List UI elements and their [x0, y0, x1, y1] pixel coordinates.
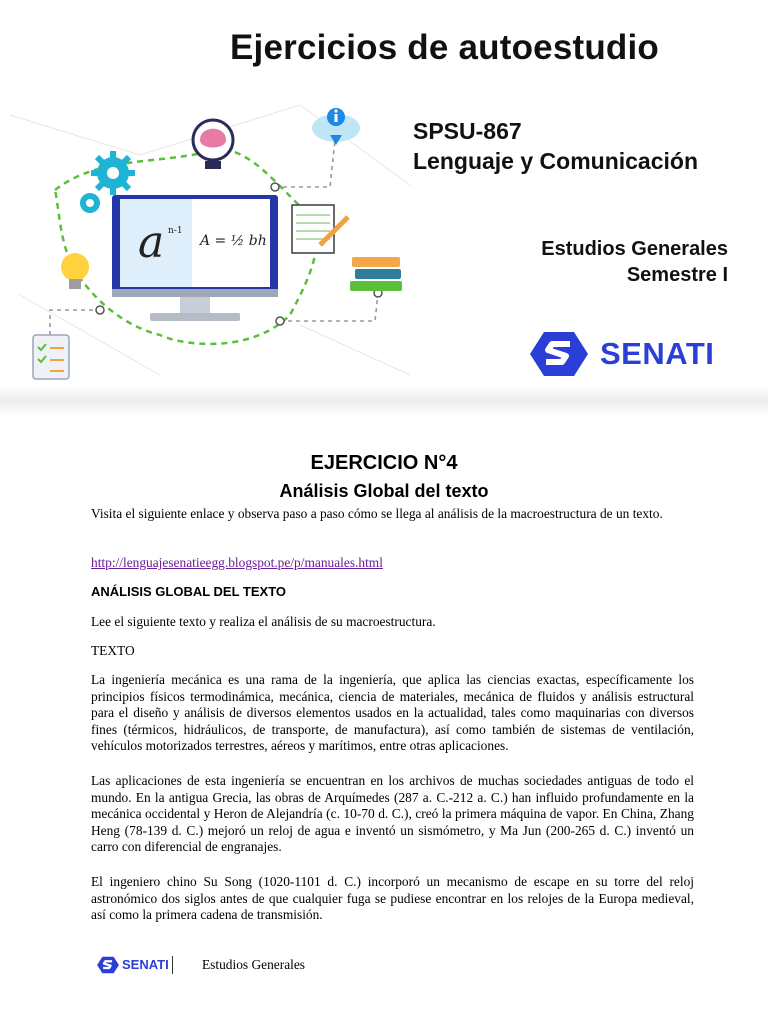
- footer-separator: [172, 956, 173, 974]
- cover-header: [0, 0, 768, 415]
- senati-logo-text: SENATI: [600, 336, 715, 371]
- semester-label: Semestre I: [626, 264, 728, 286]
- exercise-subtitle: Análisis Global del texto: [279, 481, 489, 501]
- body-paragraph: Las aplicaciones de esta ingeniería se encuentran en los archivos de muchas sociedades antiguas de todo el mundo. En la antigua Grecia, las obras de Arquímedes (287 a. C.-212 a. C.) han influido profundamente en la mecánica occidental y Heron de Alejandría (c. 10-70 d. C.), creó la primera máquina de vapor. En China, Zhang Heng (78-139 d. C.) mejoró un reloj de agua e inventó un sismómetro, y Ma Jun (200-265 d. C.) inventó un carro con diferencial de engranajes.: [91, 773, 694, 855]
- footer-text: Estudios Generales: [202, 957, 306, 972]
- education-illustration: [0, 95, 420, 395]
- course-name: Lenguaje y Comunicación: [413, 148, 698, 174]
- footer-brand: SENATI: [122, 957, 169, 972]
- body-paragraph: El ingeniero chino Su Song (1020-1101 d. C.) incorporó un mecanismo de escape en su torre del reloj astronómico dos siglos antes de que cualquier fuga se pudiese encontrar en los relojes de la Europa medieval, así como la primera cadena de transmisión.: [91, 874, 694, 923]
- exercise-title: EJERCICIO N°4: [310, 452, 458, 474]
- intro-paragraph: Visita el siguiente enlace y observa paso a paso cómo se llega al análisis de la macroestructura de un texto.: [91, 506, 663, 521]
- lightbulb-icon: [61, 253, 89, 289]
- formula-exponent-superscript: n-1: [168, 226, 183, 236]
- text-label: TEXTO: [91, 643, 135, 658]
- body-paragraph: La ingeniería mecánica es una rama de la ingeniería, que aplica las ciencias exactas, específicamente los principios físicos termodinámica, mecánica, ciencia de materiales, mecánica de fluidos y análisis estructural para el diseño y análisis de diversos elementos usados en la actualidad, tales como maquinarias con diversos fines (térmicos, hidráulicos, de transporte, de manufactura), así como también de sistemas de ventilación, vehículos motorizados terrestres, aéreos y marítimos, entre otras aplicaciones.: [91, 672, 694, 754]
- checklist-icon: [33, 335, 69, 379]
- manuales-link[interactable]: http://lenguajesenatieegg.blogspot.pe/p/manuales.html: [91, 555, 383, 570]
- cloud-info-icon: [312, 108, 360, 145]
- department-label: Estudios Generales: [541, 238, 728, 260]
- brain-bulb-icon: [193, 120, 233, 169]
- section-heading: ANÁLISIS GLOBAL DEL TEXTO: [91, 584, 287, 599]
- senati-logo-icon: [530, 330, 588, 378]
- header-divider: [0, 385, 768, 415]
- formula-exponent-text: a: [138, 217, 165, 268]
- books-icon: [350, 257, 402, 291]
- instruction-paragraph: Lee el siguiente texto y realiza el análisis de su macroestructura.: [91, 614, 436, 629]
- formula-area-text: A = ½ bh: [200, 233, 267, 249]
- senati-footer-logo-icon: [97, 956, 119, 974]
- notepad-pencil-icon: [292, 205, 348, 253]
- course-code: SPSU-867: [413, 118, 522, 144]
- document-title: Ejercicios de autoestudio: [230, 28, 659, 67]
